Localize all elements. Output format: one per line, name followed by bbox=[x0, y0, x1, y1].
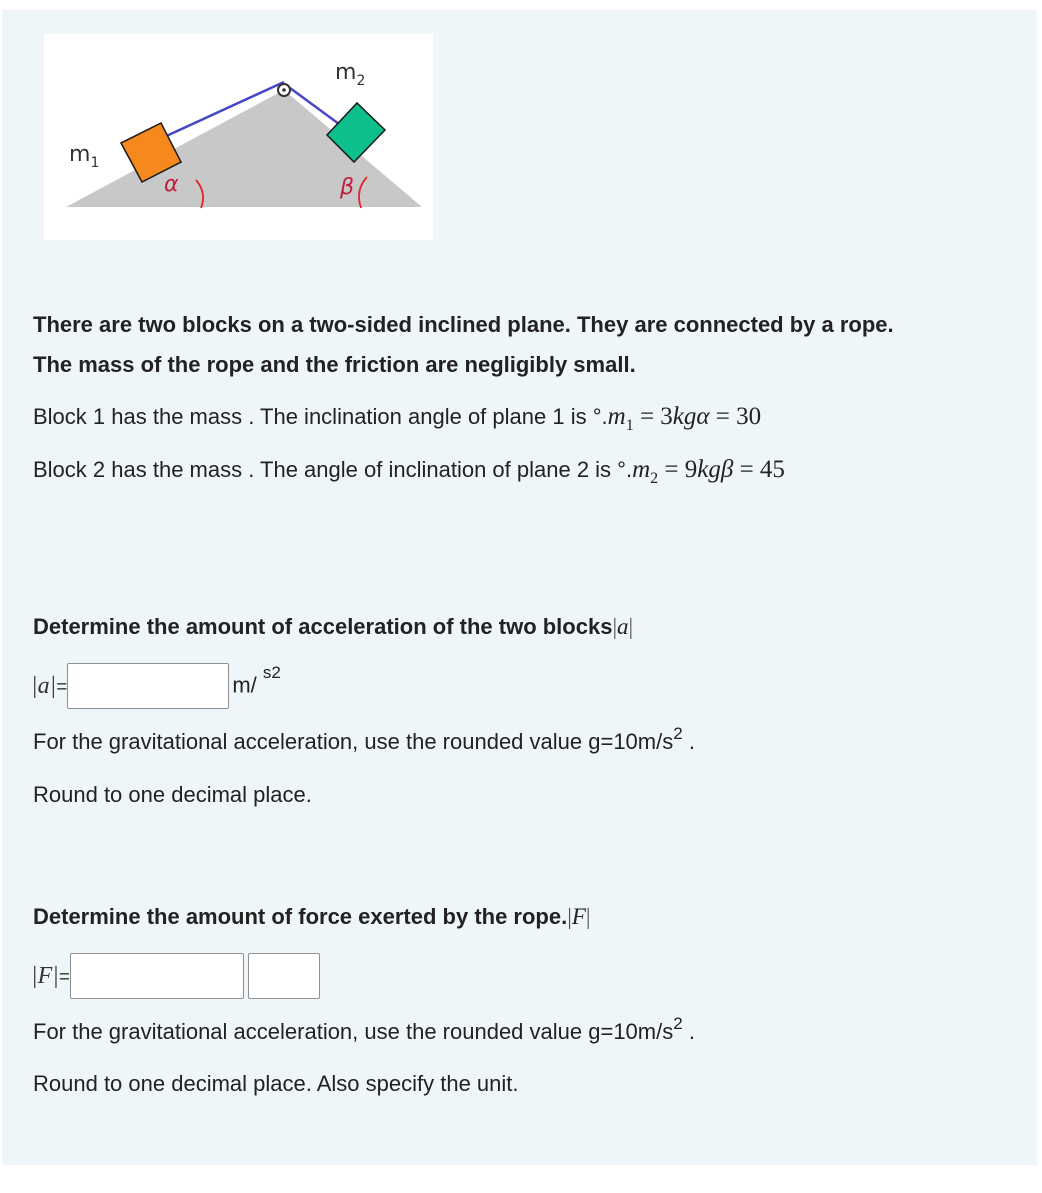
question-1-prompt: Determine the amount of acceleration of the two blocks|a| bbox=[33, 614, 634, 639]
acceleration-unit: m/ $^{s2}$ bbox=[232, 663, 281, 698]
question-2-rounding: Round to one decimal place. Also specify the unit. bbox=[33, 1071, 519, 1096]
pulley-axle bbox=[282, 88, 286, 92]
inclined-plane-figure bbox=[44, 34, 433, 240]
question-2-prompt: Determine the amount of force exerted by the rope.|F| bbox=[33, 904, 591, 929]
label-alpha: α bbox=[164, 172, 179, 197]
inclined-plane-diagram bbox=[44, 34, 433, 240]
acceleration-input[interactable] bbox=[67, 663, 229, 709]
question-1-symbol: |a| bbox=[612, 614, 634, 639]
intro-line-2: The mass of the rope and the friction are negligibly small. bbox=[33, 352, 636, 377]
question-2-hint: For the gravitational acceleration, use the rounded value $g=10m/s^2$ . bbox=[33, 1014, 695, 1044]
block-1-text: Block 1 has the mass . The inclination angle of plane 1 is °. bbox=[33, 404, 608, 429]
label-m2: $m_2$ bbox=[335, 60, 366, 89]
question-2-answer-row bbox=[31, 951, 320, 1001]
block-1-statement bbox=[33, 402, 761, 441]
question-2-answer-label: |F|= bbox=[31, 962, 70, 989]
label-beta: β bbox=[340, 175, 355, 200]
force-unit-input[interactable] bbox=[248, 953, 320, 999]
label-m1: $m_1$ bbox=[69, 142, 100, 171]
block-2-formula: $m_2 = 9kg\beta = 45$ bbox=[632, 456, 785, 487]
question-1-rounding: Round to one decimal place. bbox=[33, 782, 312, 807]
question-1-answer-label: |a|= bbox=[31, 672, 68, 699]
block-2-text: Block 2 has the mass . The angle of inclination of plane 2 is °. bbox=[33, 457, 633, 482]
question-1-hint: For the gravitational acceleration, use the rounded value $g=10m/s^2$ . bbox=[33, 724, 695, 754]
question-2-symbol: |F| bbox=[567, 904, 591, 929]
force-input[interactable] bbox=[70, 953, 244, 999]
block-2-statement bbox=[33, 455, 785, 494]
ramp-triangle bbox=[66, 90, 422, 207]
block-1-formula: $m_1 = 3kg\alpha = 30$ bbox=[607, 403, 762, 434]
question-1-answer-row bbox=[31, 661, 281, 711]
intro-line-1: There are two blocks on a two-sided inclined plane. They are connected by a rope. bbox=[33, 312, 894, 337]
